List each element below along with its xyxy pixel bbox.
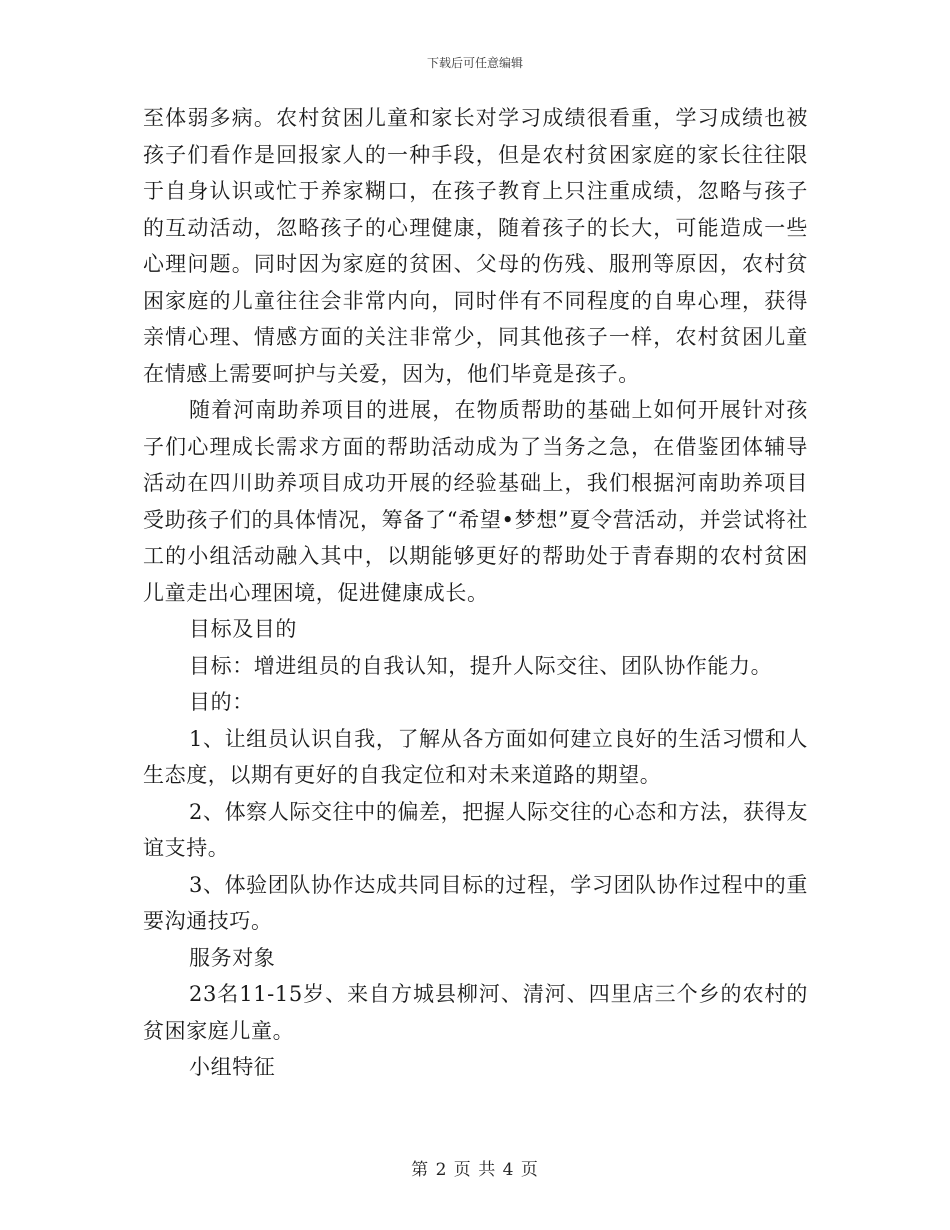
page-footer: 第 2 页 共 4 页 — [411, 1160, 539, 1180]
document-body — [143, 100, 808, 1086]
purpose-item-3: 3、体验团队协作达成共同目标的过程，学习团队协作过程中的重要沟通技巧。 — [143, 872, 808, 933]
section-heading-goals: 目标及目的 — [189, 617, 297, 641]
section-heading-service-target: 服务对象 — [189, 945, 276, 970]
goal-statement: 目标：增进组员的自我认知，提升人际交往、团队协作能力。 — [189, 653, 773, 678]
purpose-item-2: 2、体察人际交往中的偏差，把握人际交往的心态和方法，获得友谊支持。 — [143, 799, 808, 860]
purpose-heading: 目的： — [189, 690, 254, 714]
paragraph-project-progress: 随着河南助养项目的进展，在物质帮助的基础上如何开展针对孩子们心理成长需求方面的帮助活动成为了当务之急，在借鉴团体辅导活动在四川助养项目成功开展的经验基础上，我们根据河南助养项目受助孩子们的具体情况，筹备了“希望•梦想”夏令营活动，并尝试将社工的小组活动融入其中，以期能够更好的帮助处于青春期的农村贫困儿童走出心理困境，促进健康成长。 — [143, 398, 808, 605]
service-target-description: 23名11-15岁、来自方城县柳河、清河、四里店三个乡的农村的贫困家庭儿童。 — [143, 982, 808, 1043]
paragraph-continued: 至体弱多病。农村贫困儿童和家长对学习成绩很看重，学习成绩也被孩子们看作是回报家人的一种手段，但是农村贫困家庭的家长往往限于自身认识或忙于养家糊口，在孩子教育上只注重成绩，忽略与孩子的互动活动，忽略孩子的心理健康，随着孩子的长大，可能造成一些心理问题。同时因为家庭的贫困、父母的伤残、服刑等原因，农村贫困家庭的儿童往往会非常内向，同时伴有不同程度的自卑心理，获得亲情心理、情感方面的关注非常少，同其他孩子一样，农村贫困儿童在情感上需要呵护与关爱，因为，他们毕竟是孩子。 — [143, 106, 808, 386]
purpose-item-1: 1、让组员认识自我，了解从各方面如何建立良好的生活习惯和人生态度，以期有更好的自我定位和对未来道路的期望。 — [143, 726, 808, 787]
page-header: 下载后可任意编辑 — [426, 56, 523, 70]
section-heading-group-features: 小组特征 — [189, 1055, 276, 1079]
